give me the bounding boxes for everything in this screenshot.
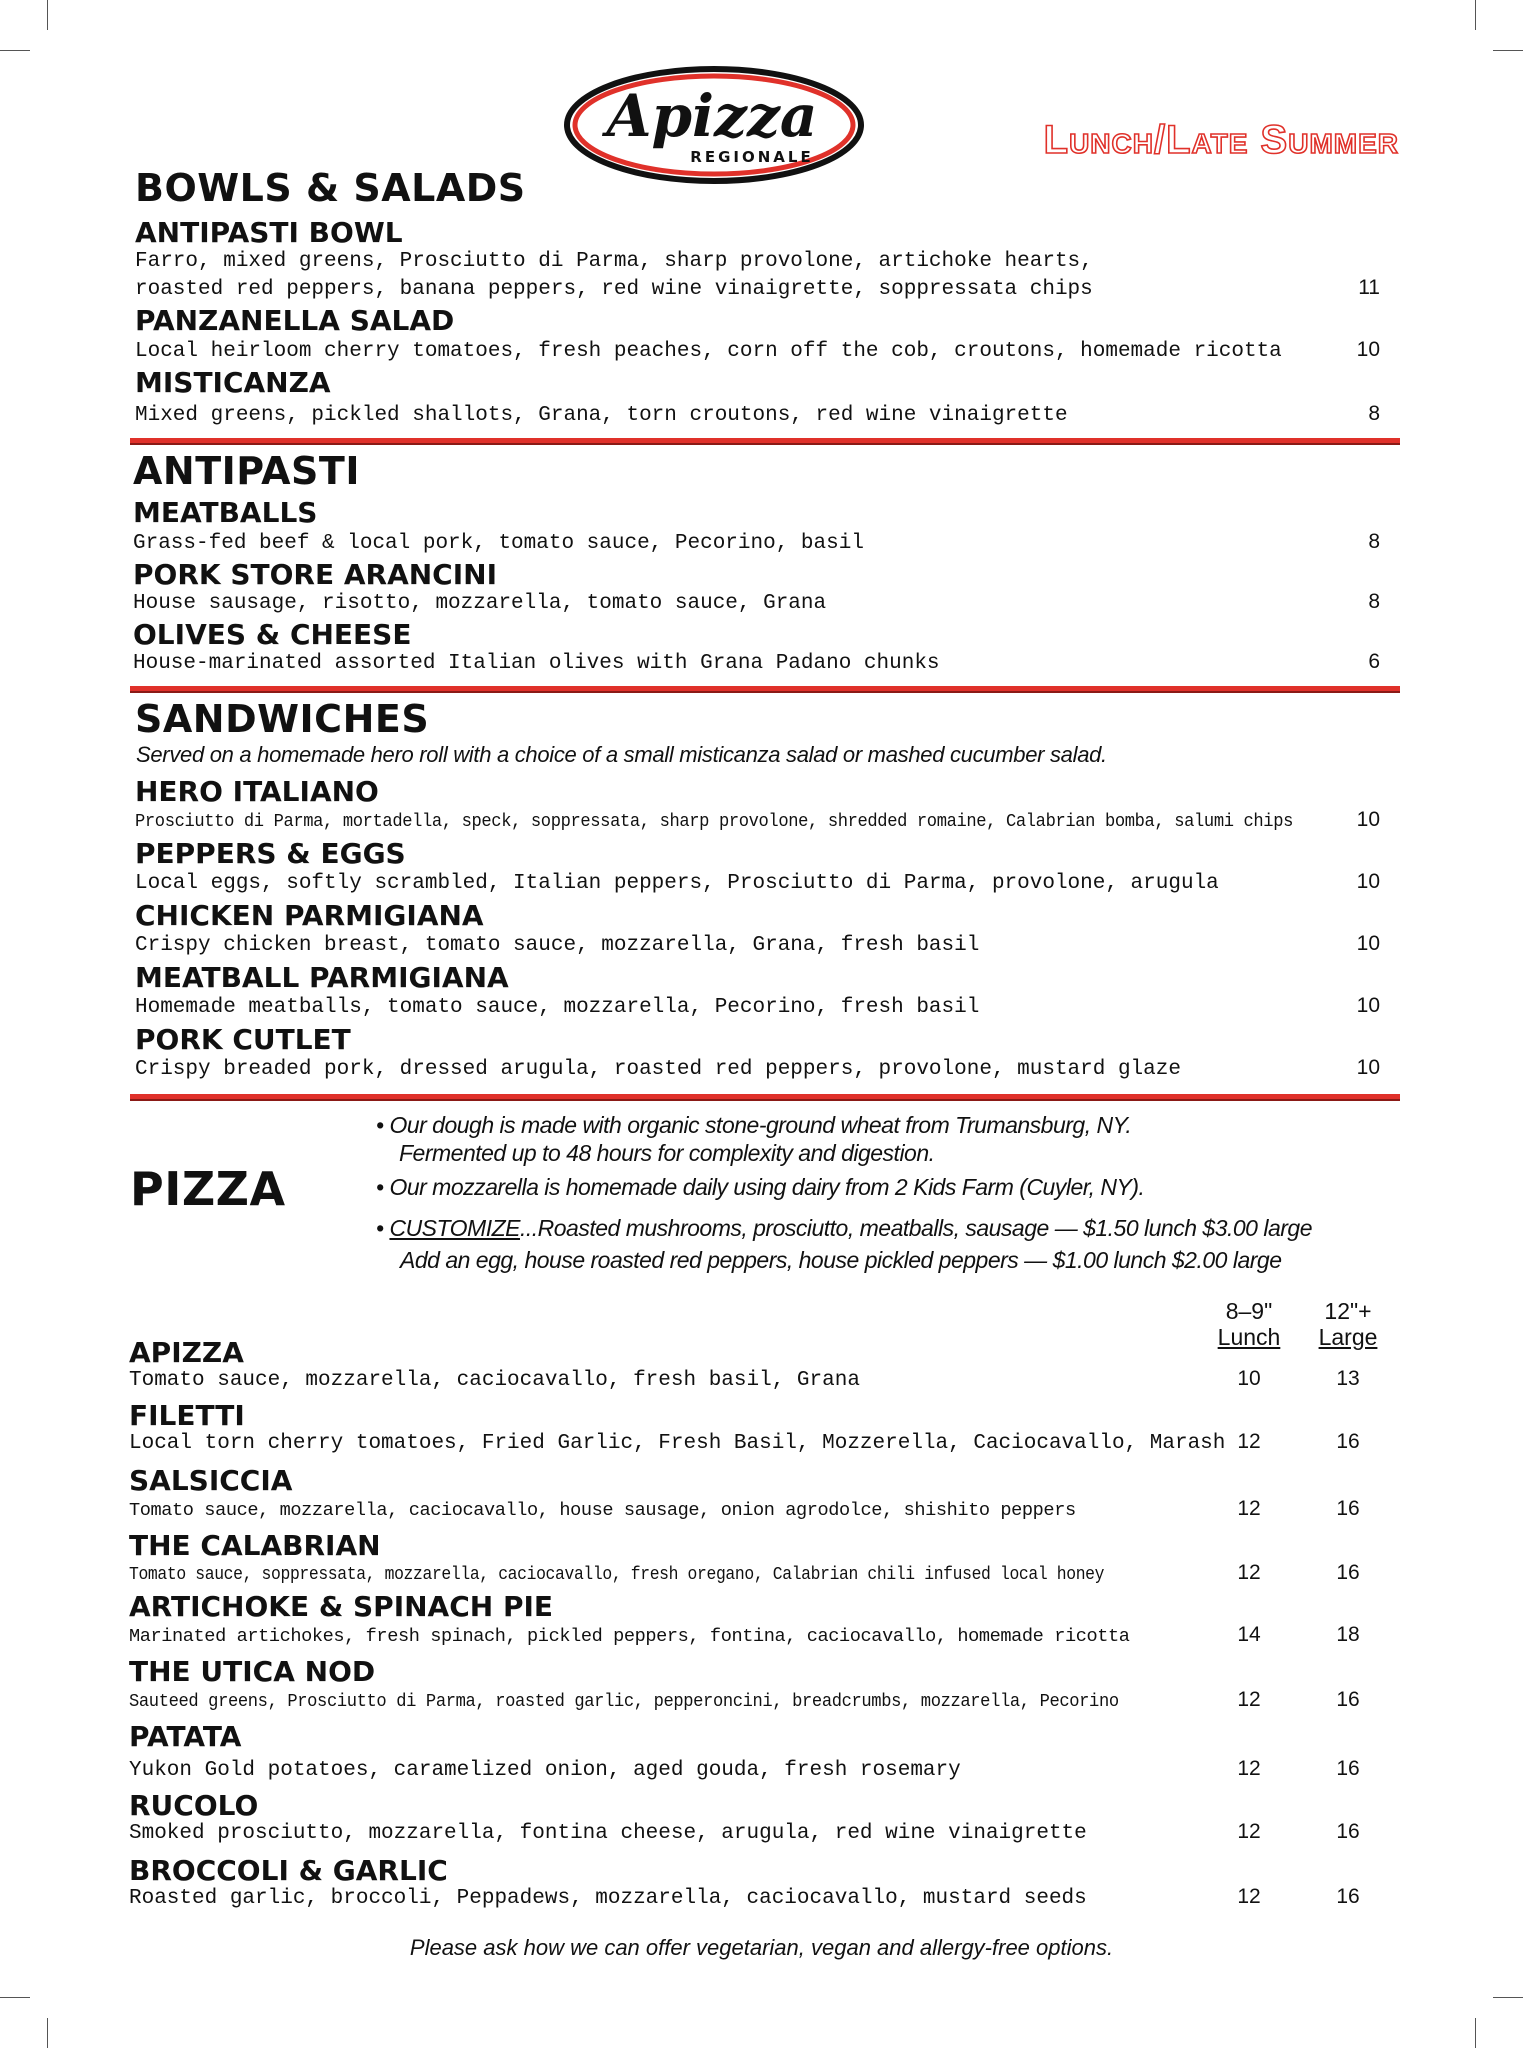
section-title-pizza: PIZZA <box>130 1162 286 1216</box>
item-desc: Sauteed greens, Prosciutto di Parma, roasted garlic, pepperoncini, breadcrumbs, mozzarella, Pecorino <box>129 1691 1119 1712</box>
price-lunch: 12 <box>1237 1561 1261 1584</box>
price-lunch: 10 <box>1237 1367 1261 1390</box>
item-name: MEATBALLS <box>133 496 318 529</box>
item-price: 11 <box>1358 276 1380 299</box>
item-name: BROCCOLI & GARLIC <box>129 1854 448 1887</box>
item-desc: Roasted garlic, broccoli, Peppadews, mozzarella, caciocavallo, mustard seeds <box>129 1887 1087 1910</box>
item-desc: Grass-fed beef & local pork, tomato sauce, Pecorino, basil <box>133 532 864 555</box>
crop-mark <box>1475 2018 1476 2048</box>
item-desc: Yukon Gold potatoes, caramelized onion, aged gouda, fresh rosemary <box>129 1759 961 1782</box>
item-name: THE UTICA NOD <box>129 1655 376 1688</box>
item-name: SALSICCIA <box>129 1464 293 1497</box>
column-label: Lunch <box>1217 1324 1281 1350</box>
column-size: 8–9" <box>1225 1298 1273 1324</box>
item-price: 6 <box>1368 650 1380 673</box>
item-desc: Local torn cherry tomatoes, Fried Garlic, Fresh Basil, Mozzerella, Caciocavallo, Marash <box>129 1432 1226 1455</box>
price-large: 16 <box>1336 1820 1360 1843</box>
section-title-bowls: BOWLS & SALADS <box>135 166 526 210</box>
item-desc: Local heirloom cherry tomatoes, fresh peaches, corn off the cob, croutons, homemade ricotta <box>135 340 1282 363</box>
price-lunch: 12 <box>1237 1820 1261 1843</box>
customize-bullet: • <box>376 1215 390 1241</box>
item-name: PATATA <box>129 1720 242 1753</box>
price-lunch: 12 <box>1237 1688 1261 1711</box>
crop-mark <box>0 1997 30 1998</box>
section-divider <box>130 686 1400 691</box>
item-desc: Local eggs, softly scrambled, Italian peppers, Prosciutto di Parma, provolone, arugula <box>135 872 1219 895</box>
item-desc: Smoked prosciutto, mozzarella, fontina cheese, arugula, red wine vinaigrette <box>129 1822 1087 1845</box>
item-name: RUCOLO <box>129 1789 259 1822</box>
section-divider <box>130 1094 1400 1099</box>
section-note: Served on a homemade hero roll with a choice of a small misticanza salad or mashed cucumber salad. <box>136 742 1107 767</box>
item-desc: Farro, mixed greens, Prosciutto di Parma, sharp provolone, artichoke hearts, <box>135 250 1093 273</box>
item-desc: Tomato sauce, mozzarella, caciocavallo, house sausage, onion agrodolce, shishito peppers <box>129 1500 1076 1521</box>
logo <box>562 64 866 186</box>
price-lunch: 14 <box>1237 1623 1261 1646</box>
item-name: MISTICANZA <box>135 366 331 399</box>
column-label: Large <box>1318 1324 1378 1350</box>
customize-text: ...Roasted mushrooms, prosciutto, meatballs, sausage — $1.50 lunch $3.00 large <box>519 1215 1312 1241</box>
item-desc: House-marinated assorted Italian olives with Grana Padano chunks <box>133 652 940 675</box>
item-name: PORK CUTLET <box>135 1023 351 1056</box>
price-large: 16 <box>1336 1885 1360 1908</box>
item-desc: Crispy chicken breast, tomato sauce, mozzarella, Grana, fresh basil <box>135 934 980 957</box>
item-name: PANZANELLA SALAD <box>135 304 455 337</box>
crop-mark <box>1493 1997 1523 1998</box>
item-price: 8 <box>1368 402 1380 425</box>
item-price: 10 <box>1356 338 1380 361</box>
item-price: 10 <box>1356 1056 1380 1079</box>
item-desc: House sausage, risotto, mozzarella, tomato sauce, Grana <box>133 592 827 615</box>
item-price: 8 <box>1368 590 1380 613</box>
item-desc: Marinated artichokes, fresh spinach, pickled peppers, fontina, caciocavallo, homemade ricotta <box>129 1626 1130 1647</box>
price-lunch: 12 <box>1237 1757 1261 1780</box>
item-desc: Homemade meatballs, tomato sauce, mozzarella, Pecorino, fresh basil <box>135 996 980 1019</box>
price-lunch: 12 <box>1237 1885 1261 1908</box>
price-lunch: 12 <box>1237 1430 1261 1453</box>
item-desc: Tomato sauce, mozzarella, caciocavallo, fresh basil, Grana <box>129 1369 860 1392</box>
crop-mark <box>0 50 30 51</box>
item-desc: Mixed greens, pickled shallots, Grana, torn croutons, red wine vinaigrette <box>135 404 1068 427</box>
crop-mark <box>47 2018 48 2048</box>
section-divider <box>130 438 1400 443</box>
crop-mark <box>1475 0 1476 30</box>
item-price: 10 <box>1356 932 1380 955</box>
column-header-large <box>1308 1298 1388 1350</box>
price-large: 16 <box>1336 1688 1360 1711</box>
column-size: 12"+ <box>1324 1298 1372 1324</box>
item-name: FILETTI <box>129 1399 245 1432</box>
item-price: 8 <box>1368 530 1380 553</box>
item-name: MEATBALL PARMIGIANA <box>135 961 509 994</box>
item-price: 10 <box>1356 994 1380 1017</box>
item-name: HERO ITALIANO <box>135 775 379 808</box>
item-name: ANTIPASTI BOWL <box>135 216 403 249</box>
pizza-bullet: • Our dough is made with organic stone-ground wheat from Trumansburg, NY. <box>376 1112 1132 1138</box>
logo-sub: REGIONALE <box>690 148 814 166</box>
pizza-bullet: • Our mozzarella is homemade daily using dairy from 2 Kids Farm (Cuyler, NY). <box>376 1174 1145 1200</box>
pizza-customize <box>376 1213 1312 1243</box>
pizza-bullet-cont: Fermented up to 48 hours for complexity and digestion. <box>399 1140 935 1166</box>
customize-label: CUSTOMIZE <box>389 1215 520 1241</box>
price-large: 16 <box>1336 1497 1360 1520</box>
item-name: CHICKEN PARMIGIANA <box>135 899 484 932</box>
price-large: 16 <box>1336 1561 1360 1584</box>
item-name: PORK STORE ARANCINI <box>133 558 497 591</box>
footer-note: Please ask how we can offer vegetarian, vegan and allergy-free options. <box>409 1935 1114 1960</box>
column-header-lunch <box>1209 1298 1289 1350</box>
price-lunch: 12 <box>1237 1497 1261 1520</box>
section-title-antipasti: ANTIPASTI <box>133 449 360 493</box>
item-name: APIZZA <box>129 1336 244 1369</box>
item-name: THE CALABRIAN <box>129 1529 381 1562</box>
item-desc: Tomato sauce, soppressata, mozzarella, caciocavallo, fresh oregano, Calabrian chili infused local honey <box>129 1564 1105 1585</box>
item-desc: Crispy breaded pork, dressed arugula, roasted red peppers, provolone, mustard glaze <box>135 1058 1181 1081</box>
section-title-sandwiches: SANDWICHES <box>135 697 430 741</box>
price-large: 16 <box>1336 1757 1360 1780</box>
menu-edition: Lunch/Late Summer <box>1043 118 1399 162</box>
item-desc: roasted red peppers, banana peppers, red wine vinaigrette, soppressata chips <box>135 278 1093 301</box>
price-large: 13 <box>1336 1367 1360 1390</box>
item-name: ARTICHOKE & SPINACH PIE <box>129 1590 554 1623</box>
item-desc: Prosciutto di Parma, mortadella, speck, soppressata, sharp provolone, shredded romaine, Calabrian bomba, salumi chips <box>135 811 1294 832</box>
price-large: 16 <box>1336 1430 1360 1453</box>
pizza-customize-cont: Add an egg, house roasted red peppers, house pickled peppers — $1.00 lunch $2.00 large <box>400 1247 1282 1273</box>
logo-script: Apizza <box>606 82 818 150</box>
crop-mark <box>1493 50 1523 51</box>
item-name: PEPPERS & EGGS <box>135 837 406 870</box>
item-name: OLIVES & CHEESE <box>133 618 412 651</box>
item-price: 10 <box>1356 870 1380 893</box>
crop-mark <box>47 0 48 30</box>
price-large: 18 <box>1336 1623 1360 1646</box>
item-price: 10 <box>1356 808 1380 831</box>
